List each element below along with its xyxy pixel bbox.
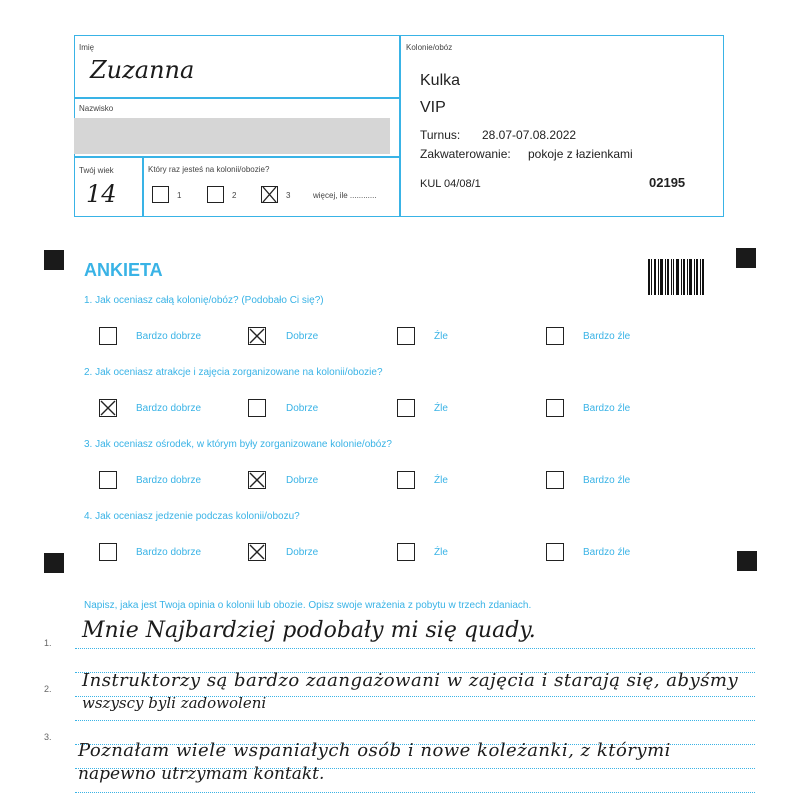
answer-checkbox[interactable] — [546, 399, 564, 417]
answer-label: Bardzo dobrze — [136, 403, 202, 414]
turnus-label: Turnus: — [420, 128, 461, 142]
ktory-raz-option-1: 1 — [177, 191, 182, 200]
writing-line — [75, 792, 755, 793]
turnus-value: 28.07-07.08.2022 — [482, 128, 577, 142]
answer-label: Bardzo źle — [583, 403, 631, 414]
answer-label: Źle — [434, 475, 448, 486]
imie-value[interactable]: Zuzanna — [90, 56, 195, 84]
answer-label: Bardzo źle — [583, 475, 631, 486]
question-text: 2. Jak oceniasz atrakcje i zajęcia zorganizowane na kolonii/obozie? — [84, 367, 383, 378]
answer-label: Źle — [434, 331, 448, 342]
answer-label: Dobrze — [286, 475, 319, 486]
nazwisko-label: Nazwisko — [79, 104, 114, 113]
ktory-raz-label: Który raz jesteś na kolonii/obozie? — [148, 165, 270, 174]
answer-label: Dobrze — [286, 331, 319, 342]
answer-label: Bardzo dobrze — [136, 547, 202, 558]
answer-checkbox[interactable] — [248, 471, 266, 489]
camp-type: VIP — [420, 99, 446, 116]
form-number: 02195 — [649, 175, 686, 190]
opinion-prompt: Napisz, jaka jest Twoja opinia o kolonii lub obozie. Opisz swoje wrażenia z pobytu w trzech zdaniach. — [84, 600, 532, 611]
answer-checkbox[interactable] — [546, 471, 564, 489]
answer-label: Bardzo źle — [583, 547, 631, 558]
camp-name: Kulka — [420, 72, 461, 89]
ktory-raz-checkbox-1[interactable] — [152, 186, 169, 203]
wiecej-label: więcej, ile ............ — [313, 191, 377, 200]
writing-line — [75, 720, 755, 721]
header-divider-h1 — [74, 97, 400, 99]
answer-checkbox[interactable] — [248, 399, 266, 417]
answer-checkbox[interactable] — [99, 543, 117, 561]
checked-mark-icon — [100, 400, 116, 416]
answer-checkbox[interactable] — [99, 399, 117, 417]
opinion-line-3[interactable]: wszyscy byli zadowoleni — [82, 694, 267, 712]
ktory-raz-option-2: 2 — [232, 191, 237, 200]
opinion-line-4[interactable]: Poznałam wiele wspaniałych osób i nowe koleżanki, z którymi — [78, 740, 671, 761]
opinion-line-1[interactable]: Mnie Najbardziej podobały mi się quady. — [82, 618, 536, 643]
question-text: 3. Jak oceniasz ośrodek, w którym były zorganizowane kolonie/obóz? — [84, 439, 392, 450]
header-divider-age — [142, 156, 144, 216]
answer-label: Źle — [434, 547, 448, 558]
answer-label: Bardzo dobrze — [136, 475, 202, 486]
opinion-line-2[interactable]: Instruktorzy są bardzo zaangażowani w zajęcia i starają się, abyśmy — [82, 670, 739, 691]
opinion-line-5[interactable]: napewno utrzymam kontakt. — [78, 764, 325, 784]
imie-label: Imię — [79, 43, 95, 52]
question-text: 4. Jak oceniasz jedzenie podczas kolonii/obozu? — [84, 511, 300, 522]
answer-label: Źle — [434, 403, 448, 414]
answer-label: Dobrze — [286, 547, 319, 558]
nazwisko-redacted — [74, 118, 390, 154]
answer-checkbox[interactable] — [248, 327, 266, 345]
writing-line — [75, 648, 755, 649]
wiek-value[interactable]: 14 — [86, 180, 117, 208]
wiek-label: Twój wiek — [79, 166, 114, 175]
answer-checkbox[interactable] — [99, 471, 117, 489]
answer-checkbox[interactable] — [397, 327, 415, 345]
opinion-number-3: 3. — [44, 732, 52, 742]
answer-checkbox[interactable] — [397, 543, 415, 561]
checked-mark-icon — [249, 472, 265, 488]
camp-code: KUL 04/08/1 — [420, 178, 481, 190]
kolonie-label: Kolonie/obóz — [406, 43, 453, 52]
answer-label: Dobrze — [286, 403, 319, 414]
answer-checkbox[interactable] — [99, 327, 117, 345]
answer-checkbox[interactable] — [546, 543, 564, 561]
registration-mark-top-right — [736, 248, 756, 268]
answer-checkbox[interactable] — [397, 471, 415, 489]
question-text: 1. Jak oceniasz całą kolonię/obóz? (Podobało Ci się?) — [84, 295, 324, 306]
zakwaterowanie-label: Zakwaterowanie: — [420, 147, 511, 161]
answer-label: Bardzo źle — [583, 331, 631, 342]
answer-checkbox[interactable] — [546, 327, 564, 345]
zakwaterowanie-value: pokoje z łazienkami — [528, 147, 633, 161]
answer-checkbox[interactable] — [397, 399, 415, 417]
registration-mark-top-left — [44, 250, 64, 270]
ktory-raz-checkbox-3[interactable] — [261, 186, 278, 203]
opinion-number-2: 2. — [44, 684, 52, 694]
opinion-number-1: 1. — [44, 638, 52, 648]
ktory-raz-option-3: 3 — [286, 191, 291, 200]
checked-mark-icon — [249, 544, 265, 560]
registration-mark-bottom-left — [44, 553, 64, 573]
answer-checkbox[interactable] — [248, 543, 266, 561]
ktory-raz-checkbox-2[interactable] — [207, 186, 224, 203]
checked-mark-icon — [249, 328, 265, 344]
header-divider-vertical — [399, 35, 401, 216]
header-divider-h2 — [74, 156, 400, 158]
survey-title: ANKIETA — [84, 260, 163, 280]
barcode-icon — [648, 259, 704, 295]
checked-mark-icon — [262, 187, 277, 202]
registration-mark-bottom-right — [737, 551, 757, 571]
answer-label: Bardzo dobrze — [136, 331, 202, 342]
